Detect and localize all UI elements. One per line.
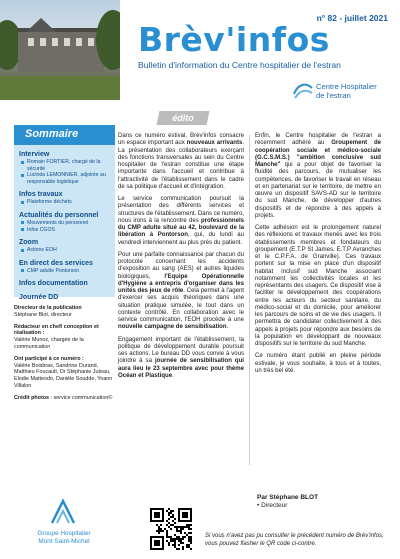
summary-sidebar (14, 125, 115, 302)
logo-line-1: Centre Hospitalier (316, 82, 377, 91)
newsletter-title: Brèv'infos (138, 20, 330, 59)
edito-paragraph: Engagement important de l'établissement, la politique de développement durable poursuit ses actions. Le bureau DD vous convie à vous joindre à sa journée de sensibilisation qui aura lieu le 23 septembre avec pour thème Océan et Plastique. (118, 336, 244, 379)
qr-code-icon[interactable] (150, 508, 192, 550)
summary-item: Romain FORTIER, chargé de la sécurité (19, 159, 113, 172)
edito-tab (157, 111, 210, 125)
summary-item: Infos CGOS (19, 227, 113, 234)
hospital-logo (292, 76, 382, 106)
edito-column-left (118, 133, 244, 385)
signature-name: Par Stéphane BLOT (257, 494, 319, 501)
edito-paragraph: Ce numéro étant publié en pleine période estivale, je vous souhaite, à tous et à toutes, un très bel été. (255, 353, 381, 374)
summary-item: Plateforme déchets (19, 199, 113, 206)
contrib-label: Ont participé à ce numéro : (14, 355, 84, 362)
edito-paragraph: Le service communication poursuit la présentation des différents services et structures de l'établissement. Dans ce numéro, nous irons à la rencontre des professionnels du CMP adulte situé au 42, boulevard de la libération à Pontorson, qui, du lundi au vendredi interviennent au plus près du patient. (118, 196, 244, 246)
group-line-2: Mont Saint-Michel (38, 538, 90, 545)
summary-item: Actions EOH (19, 247, 113, 254)
issue-number: n° 82 - juillet 2021 (316, 13, 388, 23)
summary-section-title: Journée DD (19, 294, 59, 302)
edito-paragraph: Dans ce numéro estival, Brèv'infos consacre un espace important aux nouveaux arrivants. La présentation des collaborateurs exerçant des fonctions transversales au sein du Centre hospitalier de l'estran constitue une étape importante dans l'accueil et contribue à l'attractivité de l'établissement dans le cadre de sa politique d'accueil et d'intégration. (118, 133, 245, 190)
summary-section-title: Interview (19, 151, 50, 158)
summary-section-title: Zoom (19, 239, 39, 247)
group-line-1: Groupe Hospitalier (37, 530, 91, 537)
hospital-photo (0, 0, 120, 100)
photo-credit-label: Crédit photos (14, 394, 50, 401)
contrib-value: Valérie Boisbras, Sandrine Durand, Matthieu Foucault, Dr Stéphanie Juteau, Elodie Matteodo, Danièle Soudde, Yoann Villalon (14, 362, 113, 389)
edito-paragraph: Cette adhésion est le prolongement naturel des réflexions et travaux menés avec les trois établissements membres et fondateurs du groupement (E.T.P St James, E.T.P Avranches et le C.P.F.A. de Granville). Ces travaux portent sur la mise en place d'un dispositif habitat inclusif sud Manche associant notamment les collectivités locales et les représentants des usagers. Ce dispositif vise à faciliter le développement des coopérations entre les acteurs du secteur sanitaire, du médico-social et du domicile, pour améliorer les parcours de soins et de vie des usagers. Il permettra de candidater collectivement à des appels à projets pour répondre aux besoins de la population en développant de nouveaux dispositifs sur le territoire du sud Manche. (255, 225, 381, 347)
edito-label: édito (172, 113, 194, 123)
summary-item: CMP adulte Pontorson (19, 268, 113, 275)
group-logo (14, 497, 114, 553)
director-label: Directeur de la publication (14, 305, 82, 311)
group-logo-icon (48, 497, 78, 527)
credits (14, 305, 115, 407)
summary-item: Lucinda LEMONNIER, adjointe au responsable logistique (19, 172, 113, 185)
editor-label: Rédacteur en chef/ conception et réalisation : (14, 323, 99, 337)
wave-logo-icon (292, 80, 314, 102)
summary-section-title: Actualités du personnel (19, 211, 99, 219)
director-value: Stéphane Blot, directeur (14, 311, 72, 318)
edito-paragraph: Pour une parfaite connaissance par chacun du protocole concernant les accidents d'exposition au sang (AES) et autres liquides biologiques, l'Equipe Opérationnelle d'Hygiène a entrepris d'organiser dans les unités des jeux de rôle. Cela permet à l'agent d'exercer ses acquis théoriques dans une situation pratique simulée, le tout dans un contexte contrôlé. En collaboration avec le service communication, l'EOH procède à une nouvelle campagne de sensibilisation. (118, 251, 244, 331)
summary-section-title: Infos documentation (19, 280, 88, 288)
summary-list (19, 148, 113, 302)
editor-value: Valérie Munoz, chargée de la communication (14, 337, 84, 350)
summary-item: Mouvements du personnel (19, 220, 113, 227)
logo-line-2: de l'estran (316, 91, 351, 100)
summary-section-title: En direct des services (19, 259, 93, 267)
summary-section-title: Infos travaux (19, 191, 63, 199)
newsletter-subtitle: Bulletin d'information du Centre hospitalier de l'estran (138, 60, 341, 70)
signature-role: • Directeur (257, 502, 288, 509)
qr-note: Si vous n'avez pas pu consulter le précédent numéro de Brèv'infos, vous pouvez flasher le QR code ci-contre. (205, 533, 384, 547)
photo-credit-value: : service communication© (50, 394, 113, 401)
column-divider (249, 135, 250, 465)
signature (257, 494, 318, 510)
edito-body (118, 133, 388, 471)
header (0, 0, 400, 100)
summary-header (14, 125, 115, 145)
edito-paragraph: Enfin, le Centre hospitalier de l'estran a récemment adhéré au Groupement de coopération sociale et médico-sociale (G.C.S.M.S.) "ambition conclusive sud Manche" qui a pour objet de favoriser la fluidité des parcours, de mutualiser les compétences, de favoriser le travail en réseau et en partenariat sur le territoire, de mettre en œuvre un dispositif SAVS-AD sur le territoire du sud Manche, de développer d'autres dispositifs et de répondre à des appels à projets. (255, 133, 382, 219)
summary-title: Sommaire (25, 128, 79, 140)
edito-column-right (255, 133, 381, 380)
